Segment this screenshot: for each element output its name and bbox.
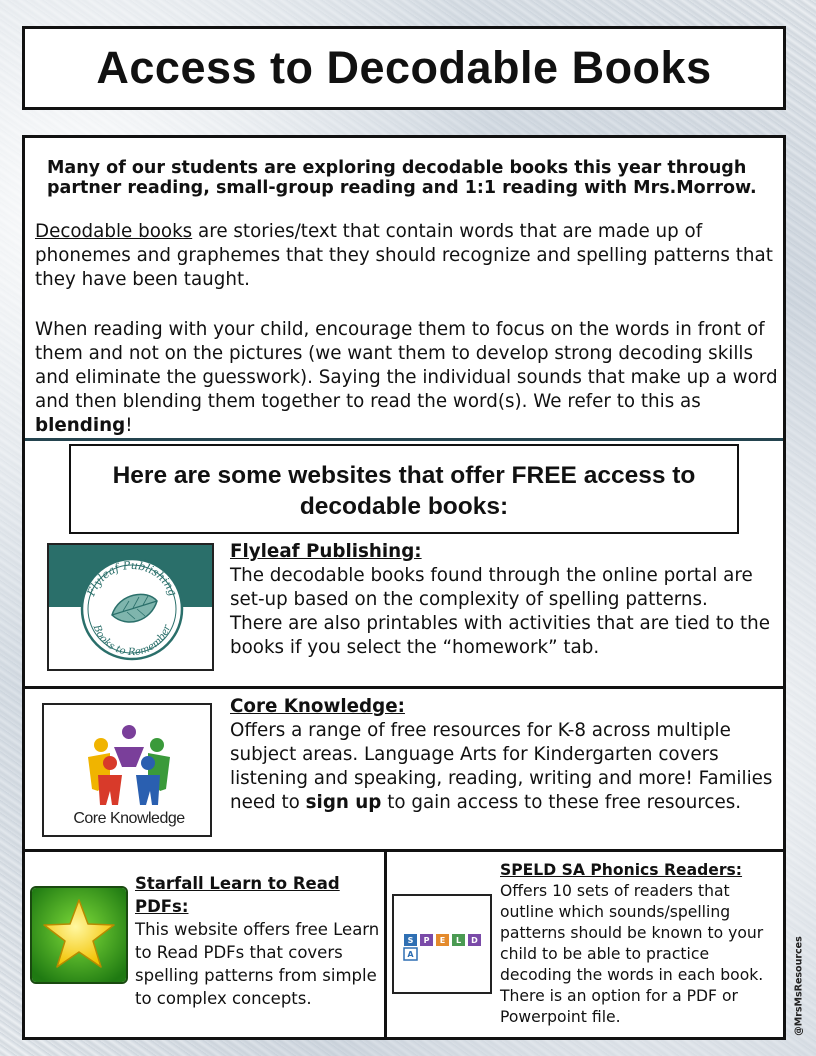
reading-tip-text: When reading with your child, encourage them to focus on the words in front of them and not on the pictures (we want them to develop strong decoding skills and eliminate the guesswork). Saying the individual sounds that make up a word and then blending them together to read the word(s). We refer to this as (35, 319, 778, 412)
core-knowledge-logo[interactable] (42, 703, 212, 837)
main-content (22, 135, 786, 1040)
starfall-logo-image (32, 888, 126, 982)
speld-letter-l: L (455, 936, 462, 945)
definition-term: Decodable books (35, 221, 193, 242)
core-knowledge-description: Offers a range of free resources for K-8 across multiple subject areas. Language Arts for Kindergarten covers listening and speaking, reading, writing and more! Families need to (230, 720, 773, 813)
websites-heading-box (69, 444, 739, 534)
credit-watermark (786, 936, 812, 1036)
sign-up-text: sign up (305, 792, 382, 813)
credit-text: @MrsMsResources (793, 936, 805, 1036)
speld-section (500, 860, 782, 1028)
page-title: Access to Decodable Books (96, 42, 712, 93)
websites-heading: Here are some websites that offer FREE access to decodable books: (112, 462, 696, 520)
starfall-link[interactable]: Starfall Learn to Read PDFs: (135, 874, 340, 916)
starfall-logo[interactable] (30, 886, 128, 984)
flyleaf-description-2: There are also printables with activities that are tied to the books if you select the “homework” tab. (230, 613, 770, 658)
speld-letter-s: S (407, 936, 414, 945)
intro-text: Many of our students are exploring decodable books this year through partner reading, small-group reading and 1:1 reading with Mrs.Morrow. (47, 158, 757, 198)
speld-logo-image (394, 896, 490, 992)
divider-1 (25, 686, 783, 689)
definition-paragraph (35, 220, 780, 292)
speld-letter-a: A (407, 950, 414, 959)
speld-letter-d: D (471, 936, 478, 945)
divider-2 (25, 849, 783, 852)
speld-description: Offers 10 sets of readers that outline which sounds/spelling patterns should be known to your child to be able to practice decoding the words in each book. There is an option for a PDF or Powerpoint file. (500, 882, 764, 1026)
starfall-section (135, 872, 385, 1010)
flyleaf-logo[interactable] (47, 543, 214, 671)
core-knowledge-description-end: to gain access to these free resources. (381, 792, 742, 813)
core-knowledge-section (230, 695, 775, 815)
title-box (22, 26, 786, 110)
speld-logo[interactable] (392, 894, 492, 994)
flyleaf-description: The decodable books found through the online portal are set-up based on the complexity of spelling patterns. (230, 565, 753, 610)
speld-link[interactable]: SPELD SA Phonics Readers: (500, 861, 743, 879)
reading-tip-paragraph (35, 318, 780, 438)
flyleaf-logo-bottom: Books to Remember (90, 623, 174, 659)
core-knowledge-logo-image (44, 705, 212, 837)
flyleaf-link[interactable]: Flyleaf Publishing: (230, 541, 422, 562)
section-divider (25, 438, 783, 441)
blending-word: blending (35, 415, 126, 436)
speld-letter-p: P (423, 936, 430, 945)
core-knowledge-link[interactable]: Core Knowledge: (230, 696, 405, 717)
definition-rest: are stories/text that contain words that are made up of phonemes and graphemes that they should recognize and spelling patterns that they have been taught. (35, 221, 773, 290)
flyleaf-logo-image (49, 545, 214, 671)
flyleaf-logo-top: Flyleaf Publishing (84, 558, 180, 598)
starfall-description: This website offers free Learn to Read PDFs that covers spelling patterns from simple to complex concepts. (135, 920, 380, 1008)
core-knowledge-wordmark: Core Knowledge (73, 810, 185, 827)
speld-letter-e: E (439, 936, 446, 945)
flyleaf-section (230, 540, 775, 660)
people-icon (88, 725, 170, 805)
reading-tip-end: ! (125, 415, 133, 436)
